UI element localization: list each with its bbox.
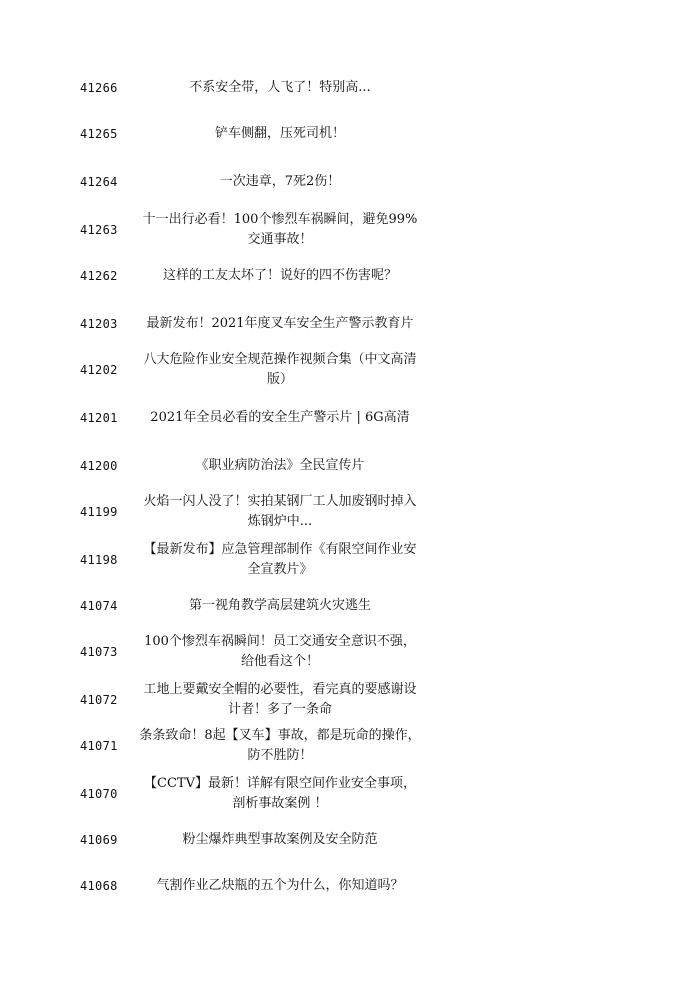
record-title: 这样的工友太坏了！说好的四不伤害呢？ — [162, 268, 397, 283]
record-title: 气割作业乙炔瓶的五个为什么，你知道吗？ — [156, 878, 404, 893]
table-row — [0, 172, 700, 192]
table-row — [0, 78, 700, 98]
table-row — [0, 350, 700, 390]
record-id: 41200 — [80, 459, 118, 473]
record-title: 一次违章，7死2伤！ — [219, 174, 341, 189]
record-id: 41068 — [80, 879, 118, 893]
record-id: 41074 — [80, 599, 118, 613]
record-title: 《职业病防治法》全民宣传片 — [195, 458, 365, 473]
record-title: 十一出行必看！100个惨烈车祸瞬间，避免99%交通事故！ — [142, 212, 418, 247]
record-title: 【CCTV】最新！详解有限空间作业安全事项，剖析事故案例 ！ — [144, 776, 416, 811]
table-row — [0, 632, 700, 672]
record-id: 41198 — [80, 553, 118, 567]
table-row — [0, 726, 700, 766]
table-row — [0, 408, 700, 428]
record-title: 100个惨烈车祸瞬间！员工交通安全意识不强，给他看这个！ — [144, 634, 416, 669]
record-id: 41262 — [80, 269, 118, 283]
record-id: 41266 — [80, 81, 118, 95]
record-title: 八大危险作业安全规范操作视频合集（中文高清版） — [143, 352, 417, 387]
table-row — [0, 540, 700, 580]
record-id: 41199 — [80, 505, 118, 519]
table-row — [0, 774, 700, 814]
record-title: 粉尘爆炸典型事故案例及安全防范 — [182, 832, 378, 847]
record-id: 41202 — [80, 363, 118, 377]
record-id: 41071 — [80, 739, 118, 753]
record-title: 条条致命！8起【叉车】事故，都是玩命的操作，防不胜防！ — [139, 728, 421, 763]
record-title: 铲车侧翻，压死司机！ — [214, 126, 345, 141]
record-title: 第一视角教学高层建筑火灾逃生 — [188, 598, 371, 613]
record-id: 41203 — [80, 317, 118, 331]
table-row — [0, 266, 700, 286]
table-row — [0, 314, 700, 334]
record-title: 火焰一闪人没了！实拍某钢厂工人加废钢时掉入炼钢炉中... — [143, 494, 417, 529]
table-row — [0, 596, 700, 616]
table-row — [0, 830, 700, 850]
record-id: 41070 — [80, 787, 118, 801]
record-id: 41201 — [80, 411, 118, 425]
table-row — [0, 124, 700, 144]
record-id: 41072 — [80, 693, 118, 707]
record-title: 工地上要戴安全帽的必要性，看完真的要感谢设计者！多了一条命 — [143, 682, 417, 717]
table-row — [0, 876, 700, 896]
record-title: 2021年全员必看的安全生产警示片 | 6G高清 — [150, 410, 410, 425]
record-id: 41073 — [80, 645, 118, 659]
record-title: 最新发布！2021年度叉车安全生产警示教育片 — [146, 316, 414, 331]
table-row — [0, 492, 700, 532]
record-title: 不系安全带，人飞了！特别高... — [189, 80, 371, 95]
table-row — [0, 456, 700, 476]
record-id: 41265 — [80, 127, 118, 141]
table-row — [0, 210, 700, 250]
record-id: 41264 — [80, 175, 118, 189]
record-id: 41263 — [80, 223, 118, 237]
table-row — [0, 680, 700, 720]
record-title: 【最新发布】应急管理部制作《有限空间作业安全宣教片》 — [143, 542, 417, 577]
record-id: 41069 — [80, 833, 118, 847]
